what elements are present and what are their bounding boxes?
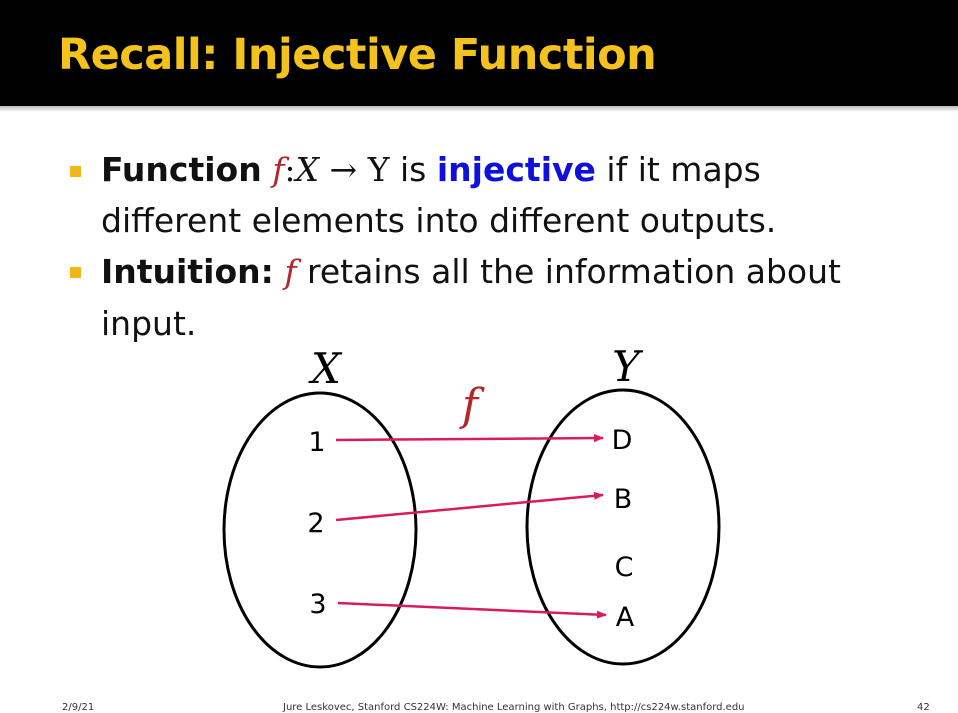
codomain-element-a: A bbox=[615, 602, 635, 633]
bullet-2-term: Intuition: bbox=[101, 252, 274, 291]
injective-keyword: injective bbox=[436, 150, 596, 189]
domain-element-1: 1 bbox=[308, 427, 326, 458]
footer-date: 2/9/21 bbox=[62, 702, 95, 713]
bullet-1-term: Function bbox=[101, 150, 262, 189]
mapping-arrow-2-to-b bbox=[336, 495, 603, 520]
arrow-symbol: → bbox=[329, 150, 358, 189]
bullet-2-rest: retains all the information about bbox=[307, 252, 841, 291]
function-symbol: f bbox=[272, 150, 285, 189]
domain-element-3: 3 bbox=[309, 589, 327, 620]
codomain-element-b: B bbox=[613, 484, 633, 515]
function-label: f bbox=[461, 380, 479, 431]
mapping-arrow-1-to-d bbox=[336, 438, 603, 440]
domain-element-2: 2 bbox=[307, 508, 325, 539]
bullet-1-rest: if it maps bbox=[606, 150, 761, 189]
domain-symbol: X bbox=[295, 150, 320, 189]
mapping-arrow-3-to-a bbox=[338, 603, 606, 615]
is-text: is bbox=[400, 150, 427, 189]
domain-set-label: X bbox=[311, 344, 341, 393]
slide-title: Recall: Injective Function bbox=[58, 30, 657, 80]
codomain-element-d: D bbox=[611, 425, 633, 456]
function-symbol: f bbox=[284, 252, 297, 291]
codomain-element-c: C bbox=[614, 552, 634, 583]
footer-credit: Jure Leskovec, Stanford CS224W: Machine Learning with Graphs, http://cs224w.stanford.edu bbox=[283, 702, 745, 713]
codomain-set-label: Y bbox=[612, 342, 640, 391]
codomain-symbol: Y bbox=[367, 150, 390, 189]
bullet-2-line-2: input. bbox=[101, 304, 197, 343]
footer-page-number: 42 bbox=[917, 702, 930, 713]
bullet-1-line-2: different elements into different outputs. bbox=[101, 201, 777, 240]
colon: : bbox=[284, 150, 296, 189]
